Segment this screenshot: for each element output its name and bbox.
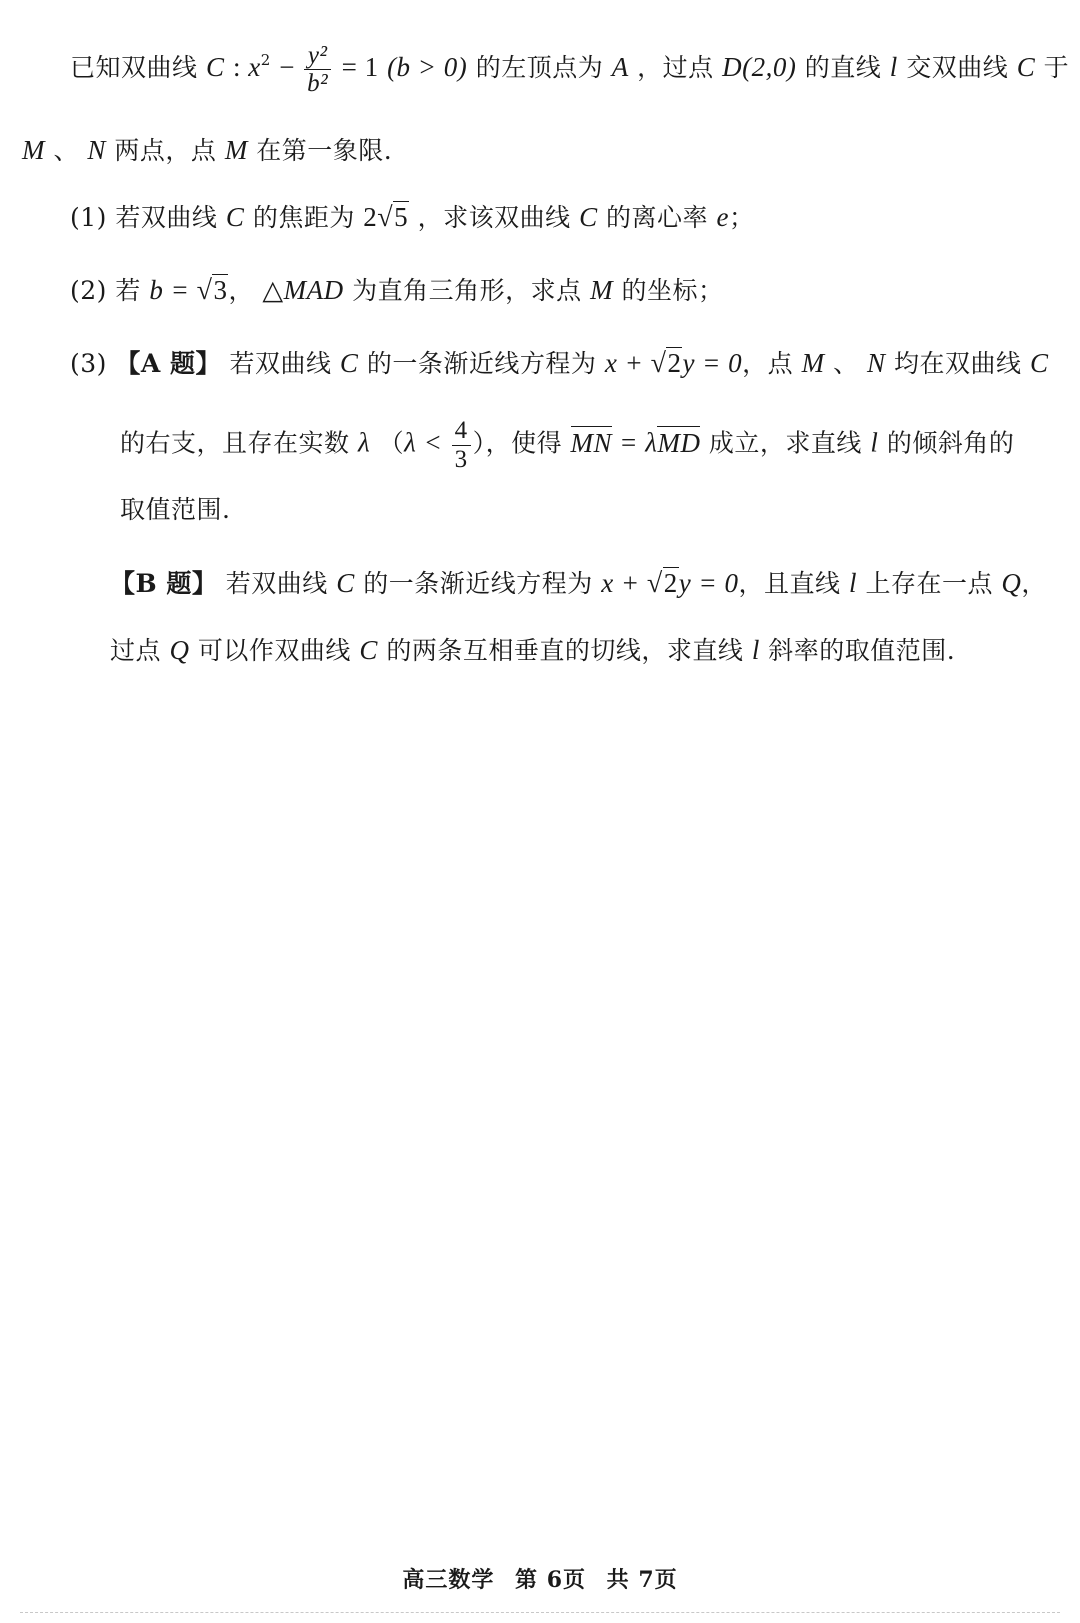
part-text: 若双曲线 (229, 349, 332, 378)
point-A: A (611, 52, 629, 82)
part-1 (70, 197, 755, 238)
curve-name: C (1029, 348, 1049, 378)
radicand: 2 (663, 568, 678, 598)
curve-name: C (336, 568, 355, 598)
curve-name: C (339, 348, 359, 378)
footer-subject: 高三数学 (402, 1567, 495, 1593)
equals-lambda: = λ (612, 427, 658, 458)
curve-name: C (205, 52, 225, 82)
point-N: N (87, 135, 106, 165)
part-text: 的坐标； (621, 276, 724, 305)
intro-text-5: 交双曲线 (906, 53, 1009, 82)
line-l: l (751, 635, 760, 665)
page-footer (0, 1563, 1080, 1594)
condition: (b > 0) (387, 52, 468, 82)
part-3a-line-1 (70, 343, 1048, 384)
part-text: 为直角三角形，求点 (352, 276, 582, 305)
curve-name: C (579, 202, 598, 232)
part-text: ； (729, 203, 755, 232)
asymptote-x: x + (601, 568, 647, 598)
part-text: ，求该双曲线 (417, 203, 571, 232)
problem-line-1: 已知双曲线 C : $x^2$ − $\frac{\text{y²}}{\text{b²}}$ = 1 (b > 0) 的左顶点为 A ，过点 D(2,0) 的直线 l 交双曲线 C 于 (70, 41, 1070, 97)
part-text: 若双曲线 (115, 203, 218, 232)
part-text: 过点 (110, 636, 162, 665)
equation-minus: − (279, 52, 303, 82)
part-text: ，且直线 (738, 569, 841, 598)
tag-B: 【B 题】 (110, 569, 218, 598)
part-3a-line-2 (120, 417, 1014, 473)
part-text: 的离心率 (606, 203, 709, 232)
paren: （ (378, 428, 405, 458)
fraction-denominator: 3 (454, 445, 468, 473)
part-b-line-2 (110, 630, 955, 671)
vector-MD: MD (657, 427, 701, 458)
part-text: 若 (115, 276, 141, 305)
lambda-inequality: λ < (404, 427, 450, 458)
part-text: 可以作双曲线 (197, 636, 351, 665)
triangle-MAD: △MAD (262, 275, 344, 305)
problem-text: 两点，点 (114, 136, 217, 165)
asymptote-rest: y = 0 (678, 568, 739, 598)
radicand: 5 (394, 202, 409, 232)
problem-text-2: 在第一象限. (256, 136, 393, 165)
part-text: ， (228, 276, 254, 305)
equation-fraction (304, 42, 331, 98)
intro-text-2: 的左顶点为 (475, 53, 604, 82)
b-equals: b = (149, 275, 197, 305)
part-label: (1) (70, 203, 107, 232)
point-M: M (22, 135, 45, 165)
part-text: 斜率的取值范围. (768, 636, 956, 665)
separator: 、 (833, 349, 868, 378)
part-2 (70, 270, 724, 311)
part-text: 上存在一点 (865, 569, 993, 598)
part-text: ， (1021, 569, 1047, 598)
point-D: D(2,0) (722, 52, 797, 82)
radicand: 3 (213, 275, 228, 305)
sqrt-expression: √5 (377, 202, 409, 233)
focal-coef: 2 (363, 202, 378, 232)
part-text: ，点 (742, 349, 794, 378)
part-label: (2) (70, 276, 107, 305)
asymptote-rest: y = 0 (682, 348, 743, 378)
paren: ），使得 (472, 428, 563, 458)
point-Q: Q (169, 635, 190, 665)
part-text: 均在双曲线 (894, 349, 1022, 378)
point-N: N (867, 348, 886, 378)
point-M: M (590, 275, 614, 305)
point-M: M (801, 348, 825, 378)
equation-x: x (248, 52, 261, 82)
part-b-line-1 (110, 563, 1047, 604)
part-text: 的焦距为 (252, 203, 355, 232)
part-text: 成立，求直线 (708, 428, 862, 458)
curve-name: C (225, 202, 245, 232)
problem-line-2 (22, 130, 392, 171)
asymptote-x: x + (604, 348, 651, 378)
part-3a-line-3 (120, 490, 230, 530)
eccentricity-symbol: e (716, 202, 729, 232)
part-text: 的两条互相垂直的切线，求直线 (386, 636, 744, 665)
lambda-fraction (452, 417, 471, 473)
point-Q: Q (1001, 568, 1022, 598)
part-text: 取值范围. (120, 495, 231, 524)
bottom-divider (20, 1612, 1060, 1613)
sqrt-expression: √2 (646, 568, 678, 599)
tag-A: 【A 题】 (115, 349, 221, 378)
part-label: (3) (70, 349, 107, 378)
vector-MN: MN (570, 427, 613, 458)
part-text: 的右支，且存在实数 (120, 428, 350, 458)
line-l: l (870, 427, 879, 458)
point-M: M (224, 135, 248, 165)
intro-text: 已知双曲线 (70, 53, 198, 82)
curve-name: C (359, 635, 378, 665)
part-text: 的一条渐近线方程为 (366, 349, 597, 378)
radicand: 2 (667, 348, 682, 378)
fraction-denominator: b² (307, 70, 329, 97)
equation-exponent: 2 (260, 51, 271, 69)
line-l: l (848, 568, 857, 598)
footer-total: 共 7页 (606, 1567, 678, 1593)
lambda: λ (357, 427, 371, 458)
intro-text-3: ，过点 (637, 53, 714, 82)
part-text: 若双曲线 (225, 569, 328, 598)
line-l: l (889, 52, 898, 82)
sqrt-expression: √2 (650, 348, 682, 379)
part-text: 的一条渐近线方程为 (363, 569, 593, 598)
fraction-numerator: y² (304, 42, 331, 71)
curve-name: C (1016, 52, 1036, 82)
intro-text-6: 于 (1043, 53, 1070, 82)
fraction-numerator: 4 (452, 417, 471, 446)
equation-rhs: = 1 (341, 52, 379, 82)
part-text: 的倾斜角的 (886, 428, 1015, 458)
separator: 、 (53, 136, 88, 165)
sqrt-expression: √3 (196, 275, 228, 306)
intro-text-4: 的直线 (804, 53, 882, 82)
footer-page: 第 6页 (515, 1567, 586, 1593)
